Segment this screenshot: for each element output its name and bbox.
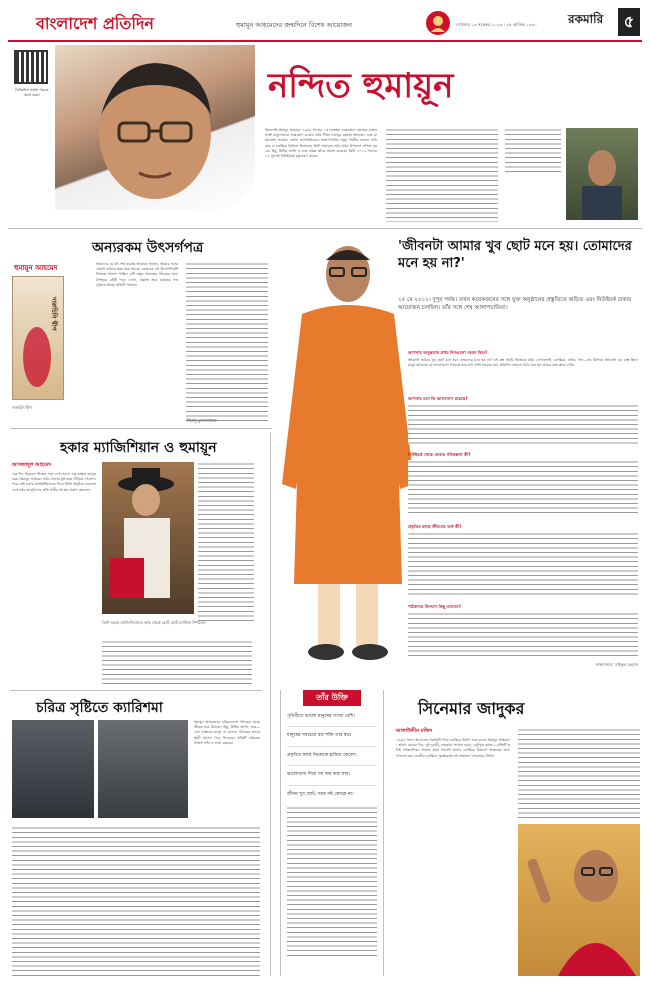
quote-divider [287,746,377,747]
page-number: ৫ [618,8,640,36]
lead-headline: নন্দিত হুমায়ূন [268,66,454,106]
masthead-rule [8,40,642,42]
quotes-box [280,690,384,976]
humayun-portrait [55,45,255,210]
cinema-byline: আলাউদ্দীন মজিদ [396,728,433,734]
lead-body-col-1: কিংবদন্তি হুমায়ূন আহমেদ ১৯৪৮ সালের ১৩ নভেম্বর নেত্রকোনা জেলার মোহনগঞ্জে মাতুলালয়ে জন্মগ্রহণ করেন। তাঁর পিতা ফয়জুর রহমান আহমেদ এবং মা আয়েশা ফয়েজ। বাংলা কথাসাহিত্যের সংলাপপ্রধান নতুন শৈলীর জনক। নাট্যকার ও চলচ্চিত্র নির্মাতা হিসেবেও তিনি সমাদৃত। তাঁর প্রথম উপন্যাস নন্দিত নরকে। হিমু, মিসির আলি ও শুভ্র চরিত্র তাঁকে অনন্য করেছে। তিনি ২০১২ সালের ১৯ জুলাই নিউইয়র্কে মৃত্যুবরণ করেন। [265,128,377,159]
magician-text-col-2 [198,462,254,622]
memoir-signature: শীর্ষেন্দু মুখোপাধ্যায় [186,418,217,423]
lead-body-col-3 [505,128,561,172]
memoir-text-col-2 [186,262,268,422]
quote-item: পৃথিবীতে ভালো মানুষের সংখ্যা বেশি। [287,714,356,719]
masthead-center-text: হুমায়ূন আহমেদের জন্মদিনে বিশেষ আয়োজন [236,21,353,29]
magician-headline: হকার ম্যাজিশিয়ান ও হুমায়ূন [60,440,217,456]
quotes-heading: তাঁর উক্তি [303,690,361,706]
charisma-headline: চরিত্র সৃষ্টিতে ক্যারিশমা [36,700,163,716]
quote-divider [287,785,377,786]
interview-q1: আপনার অসুস্থতার প্রথম দিনগুলো কেমন ছিল? [408,350,488,355]
interview-answer-4 [408,532,638,596]
magician-rule [10,690,262,691]
interview-credit: সাক্ষাৎকার: সাইফুল রহমান [595,662,638,667]
book-cover [12,276,64,400]
interview-q3: নিউইয়র্ক থেকে ফেরার পরিকল্পনা কী? [408,452,471,457]
masthead [8,8,642,48]
interview-answer-5 [408,612,638,658]
interview-q4: প্রকৃতির কাছে জীবনের অর্থ কী? [408,524,462,529]
lead-rule [8,228,642,229]
memoir-rule [10,428,272,429]
charisma-photo-1 [12,720,94,818]
quote-divider [287,765,377,766]
book-cover-title: দারুচিনি দ্বীপ [50,297,58,331]
magician-photo [102,462,194,614]
magician-text-col-1: এক দিন বিকেলে শিল্পের সঙ্গে দেখা হলো এক রাস্তার জাদুকরের। হুমায়ূন আহমেদ তাঁর খেলায় মুগ্ধ হয়ে দাঁড়িয়ে গেলেন। পরে সেই হকার ম্যাজিশিয়ানকে নিয়ে তিনি অনুষ্ঠান করলেন এবং তাঁর জাদুবিদ্যার প্রতি গভীর আগ্রহ প্রকাশ করলেন। [12,472,96,492]
interview-intro: ২৫ মে ২০১২। দুপুর পর্যন্ত। তখন কয়েকজনের সঙ্গে যুক্ত অনুষ্ঠানের প্রস্তুতিতে জড়িত এবং নিউইয়র্ক ঢাকার আয়োজন চলছিল। তাঁর সঙ্গে শেষ আলাপচারিতা। [398,297,632,311]
memoir-byline: হুমায়ূন আহমেদ [14,264,58,272]
quote-item: প্রকৃতির কাছে নিজেকে হারিয়ে ফেলো। [287,752,357,758]
quote-filler [287,806,377,956]
charisma-photo-2 [98,720,188,818]
quote-divider [287,726,377,727]
magician-byline: আসজাদুল আহমেদ [12,462,52,468]
magician-caption: তিনি হকার ম্যাজিশিয়ানের কাছ থেকে ছোট ছোট ম্যাজিক শিখতেন [102,620,206,625]
qr-caption: ডিজিটাল ভার্সন পড়তে স্ক্যান করুন [15,88,49,97]
qr-code-icon[interactable] [14,50,48,84]
humayun-sideline-photo [566,128,638,220]
memoir-headline: অন্যরকম উৎসর্গপত্র [92,240,204,256]
quote-item: জীবন খুব ছোট, সময় নষ্ট কোরো না। [287,791,354,797]
section-label: রকমারি [568,12,604,26]
cinema-photo [518,824,640,976]
author-emblem-icon [426,11,450,35]
interview-q5: পাঠকদের উদ্দেশে কিছু বলবেন? [408,604,462,609]
charisma-text-col-1: হুমায়ূন আহমেদের চরিত্রগুলো পাঠকের কাছে জীবন্ত হয়ে উঠেছে। হিমু, মিসির আলি, শুভ্র—এরা বাস্তবের মানুষ না হলেও পাঠকের হৃদয়ে স্থায়ী আসন গড়ে নিয়েছে। প্রতিটি চরিত্রের নিজস্ব দর্শন ও ভাষা রয়েছে। [194,720,260,745]
interview-answer-1: জীবনটা আমার খুব ছোট মনে হয়। তোমাদের মনে হয় না? এই প্রশ্ন আমি নিজেকে করি। লেখালেখি, চলচ্চিত্র, নাটক, গান—সব মিলিয়ে জীবনটা বড় ব্যস্ত ছিল। মানুষ আমাকে যে ভালোবাসা দিয়েছে তার ঋণ শোধ হওয়ার নয়। প্রতিদিন সকালে উঠে মনে হয় আরও কত কাজ বাকি। [408,358,638,368]
interview-headline: 'জীবনটা আমার খুব ছোট মনে হয়। তোমাদের মনে হয় না?' [398,239,632,271]
book-caption: দারুচিনি দ্বীপ [12,405,32,410]
lead-body-col-2 [386,128,498,222]
magician-text-col-3 [102,640,252,684]
cinema-headline: সিনেমার জাদুকর [418,699,525,718]
cinema-text-col-2 [518,728,640,820]
column-rule-left [270,432,271,976]
issue-date: সোমবার ১৩ নভেম্বর ২০২৩ । ২৮ কার্তিক ১৪৩০ [456,22,537,27]
charisma-text-bottom [12,826,260,976]
interview-q2: আপনার মনে কি আফসোস রয়েছে? [408,396,468,401]
paper-logo: বাংলাদেশ প্রতিদিন [36,14,154,33]
cinema-text-col-1: ১৯৯৪ সালে আগুনের পরশমণি দিয়ে চলচ্চিত্র নির্মাণ শুরু করেন হুমায়ূন আহমেদ। শ্রাবণ মেঘের দিন, দুই দুয়ারী, চন্দ্রকথা, শ্যামল ছায়া, ঘেটুপুত্র কমলা—প্রতিটি ছবিই দর্শকনন্দিত। শ্যামল ছায়া বিদেশি ভাষার চলচ্চিত্র বিভাগে অস্কারের জন্য পাঠানো হয়। জাতীয় চলচ্চিত্র পুরস্কারসহ বহু সম্মাননা পেয়েছেন তিনি। [396,738,510,758]
quote-item: মানুষের সবচেয়ে বড় শক্তি তার স্বপ্ন। [287,733,352,739]
interview-answer-3 [408,460,638,516]
quote-item: ভালোবাসা দিয়ে সব জয় করা যায়। [287,772,350,778]
interview-answer-2 [408,404,638,444]
memoir-text-col-1: আমাদের যে বই শেষ করেছি আমাকে অনেক, আমার সবার প্রেরণা আমার ছায়া হয়ে আছে। তোমাকে এই উৎসর্গপত্রটি লিখতে আনন্দ পাচ্ছি। এটি নতুন প্রজন্মের পাঠকের জন্য উপহার। বইটি পড়ে দেখো, প্রকৃতি আর মানুষের গল্প লুকিয়ে আছে প্রতিটি পাতায়। [96,262,178,287]
